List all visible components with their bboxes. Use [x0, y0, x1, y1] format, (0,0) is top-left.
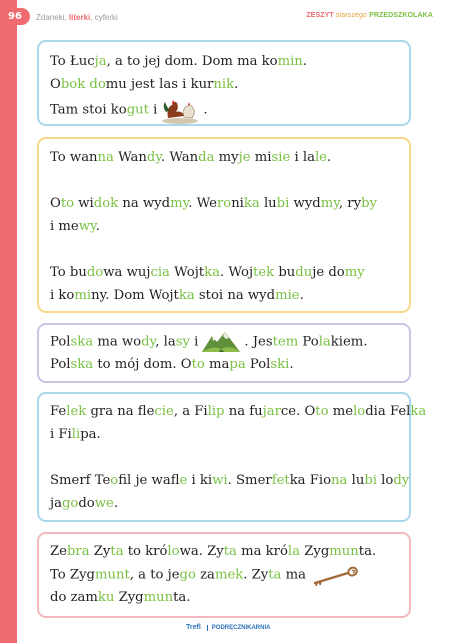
syllable-highlight: ro: [216, 196, 232, 211]
syllable-highlight: dy: [393, 473, 410, 488]
syllable-highlight: bi: [276, 196, 290, 211]
text-segment: i: [189, 334, 199, 350]
text-segment: To bu: [50, 265, 87, 280]
mountains-illustration: [201, 330, 241, 354]
syllable-highlight: ta: [268, 567, 282, 583]
text-segment: Smerf Te: [50, 473, 111, 488]
syllable-highlight: my: [344, 265, 365, 280]
header-book-title: ZESZYT starszego PRZEDSZKOLAKA: [306, 12, 433, 19]
text-segment: O: [50, 77, 61, 92]
syllable-highlight: ta: [110, 544, 124, 559]
syllable-highlight: my: [320, 196, 339, 211]
syllable-highlight: my: [170, 196, 189, 211]
syllable-highlight: go: [179, 567, 196, 583]
text-segment: ta.: [173, 590, 191, 605]
text-segment: ma: [204, 357, 230, 372]
syllable-highlight: do: [86, 265, 104, 280]
text-line: [50, 423, 398, 446]
text-segment: ja: [50, 496, 62, 511]
syllable-highlight: o: [110, 473, 119, 488]
syllable-highlight: du: [295, 265, 313, 280]
text-line: [50, 492, 398, 515]
text-segment: bu: [274, 265, 296, 280]
text-line: [50, 330, 398, 353]
text-segment: .: [113, 496, 119, 511]
text-segment: Fe: [50, 404, 67, 419]
syllable-highlight: go: [61, 496, 79, 511]
text-segment: i la: [290, 150, 315, 165]
text-segment: . We: [188, 196, 217, 211]
text-segment: wyd: [289, 196, 321, 211]
syllable-highlight: la: [318, 334, 331, 350]
syllable-highlight: munt: [94, 567, 130, 583]
syllable-highlight: le: [314, 150, 327, 165]
text-segment: .: [326, 150, 332, 165]
syllable-highlight: ku: [97, 590, 115, 605]
reading-box-lucja: [37, 40, 411, 126]
text-segment: my: [214, 150, 239, 165]
text-segment: fil je waf: [118, 473, 180, 488]
text-segment: Tam stoi ko: [50, 102, 127, 118]
reading-box-polska: [37, 323, 411, 383]
syllable-highlight: cia: [150, 265, 170, 280]
syllable-highlight: mek: [214, 567, 244, 583]
text-segment: To wan: [50, 150, 98, 165]
text-segment: ka Fio: [289, 473, 332, 488]
syllable-highlight: ski: [270, 357, 290, 372]
text-segment: Pol: [245, 357, 271, 372]
syllable-highlight: lek: [66, 404, 87, 419]
syllable-highlight: jar: [262, 404, 281, 419]
text-segment: za: [195, 567, 215, 583]
syllable-highlight: min: [277, 54, 303, 69]
text-segment: to kró: [123, 544, 168, 559]
syllable-highlight: na: [331, 473, 348, 488]
text-segment: , a to je: [129, 567, 180, 583]
text-segment: ma: [281, 567, 306, 583]
trefl-logo: Trefl: [186, 624, 201, 631]
syllable-highlight: ska: [70, 357, 94, 372]
text-segment: lo: [376, 473, 394, 488]
syllable-highlight: to: [60, 196, 75, 211]
text-line: [50, 73, 398, 96]
text-segment: , la: [155, 334, 176, 350]
text-segment: . Woj: [219, 265, 254, 280]
text-segment: To Łuc: [50, 54, 95, 69]
text-line: Tam stoi kogut i .: [50, 96, 398, 119]
syllable-highlight: ka: [178, 288, 195, 303]
text-segment: Wan: [113, 150, 147, 165]
text-segment: ma kró: [236, 544, 288, 559]
text-segment: Zyg: [114, 590, 144, 605]
text-segment: . Zy: [243, 567, 269, 583]
syllable-highlight: ta: [223, 544, 237, 559]
text-segment: mu jest las i kur: [105, 77, 214, 92]
syllable-highlight: cie: [154, 404, 174, 419]
syllable-highlight: ka: [410, 404, 427, 419]
syllable-highlight: mun: [143, 590, 174, 605]
text-segment: Zyg: [300, 544, 330, 559]
text-segment: , ry: [338, 196, 362, 211]
syllable-highlight: gut: [126, 102, 149, 118]
text-segment: i ki: [187, 473, 213, 488]
text-line: [50, 353, 398, 376]
syllable-highlight: wi: [212, 473, 228, 488]
syllable-highlight: bi: [364, 473, 377, 488]
text-segment: na fu: [224, 404, 263, 419]
text-line: [50, 261, 398, 284]
syllable-highlight: lip: [207, 404, 225, 419]
text-segment: , a to jej dom. Dom ma ko: [106, 54, 278, 69]
text-segment: Ze: [50, 544, 67, 559]
syllable-highlight: ka: [204, 265, 220, 280]
text-segment: do: [78, 496, 95, 511]
syllable-highlight: je: [238, 150, 251, 165]
syllable-highlight: mie: [275, 288, 300, 303]
text-segment: gra na fle: [86, 404, 155, 419]
text-segment: me: [328, 404, 354, 419]
reading-box-wanda: [37, 137, 411, 313]
syllable-highlight: la: [287, 544, 301, 559]
text-segment: Pol: [50, 334, 71, 350]
syllable-highlight: lo: [353, 404, 366, 419]
text-segment: kiem.: [330, 334, 368, 350]
syllable-highlight: wy: [78, 219, 96, 234]
syllable-highlight: na: [97, 150, 114, 165]
text-segment: .: [95, 219, 100, 234]
text-line: [50, 540, 398, 563]
text-segment: i: [148, 102, 158, 118]
header-series-title: Zdaneki, literki, cyferki: [36, 13, 118, 22]
syllable-highlight: mun: [329, 544, 359, 559]
syllable-highlight: to: [315, 404, 329, 419]
text-segment: Po: [298, 334, 319, 350]
syllable-highlight: sie: [271, 150, 291, 165]
text-segment: .: [302, 54, 307, 69]
text-segment: .: [299, 288, 304, 303]
text-segment: i ko: [50, 288, 75, 303]
text-segment: mi: [250, 150, 272, 165]
text-segment: . Smer: [227, 473, 272, 488]
text-line: [50, 469, 410, 492]
text-segment: stoi na wyd: [194, 288, 276, 303]
reading-box-zyta: [37, 532, 411, 618]
syllable-highlight: ska: [70, 334, 94, 350]
syllable-highlight: we: [94, 496, 114, 511]
text-segment: to mój dom. O: [93, 357, 192, 372]
syllable-highlight: da: [198, 150, 215, 165]
text-segment: lu: [259, 196, 277, 211]
text-segment: wi: [74, 196, 94, 211]
syllable-highlight: do: [89, 77, 106, 92]
text-line: [50, 563, 398, 586]
syllable-highlight: ja: [94, 54, 107, 69]
text-segment: lu: [347, 473, 365, 488]
reading-box-felek: [37, 392, 427, 522]
text-line: [50, 215, 398, 238]
text-segment: . Jes: [244, 334, 273, 350]
side-color-strip: [0, 0, 17, 643]
text-segment: ta.: [358, 544, 377, 559]
text-segment: .: [289, 357, 294, 372]
syllable-highlight: to: [191, 357, 205, 372]
text-segment: wa. Zy: [179, 544, 224, 559]
text-segment: Pol: [50, 357, 71, 372]
syllable-highlight: pa: [229, 357, 246, 372]
text-segment: ce. O: [280, 404, 316, 419]
text-segment: , a Fi: [173, 404, 208, 419]
key-illustration: [309, 563, 359, 587]
text-segment: ny. Dom Wojt: [91, 288, 179, 303]
text-segment: O: [50, 196, 61, 211]
text-segment: do zam: [50, 590, 98, 605]
syllable-highlight: dy: [146, 150, 162, 165]
text-segment: pa.: [80, 427, 101, 442]
syllable-highlight: by: [361, 196, 377, 211]
syllable-highlight: nik: [213, 77, 235, 92]
syllable-highlight: sy: [175, 334, 190, 350]
text-segment: na wyd: [118, 196, 171, 211]
text-segment: je do: [312, 265, 345, 280]
syllable-highlight: lo: [167, 544, 180, 559]
text-line: [50, 586, 398, 609]
syllable-highlight: tem: [272, 334, 299, 350]
podrecznikarnia-logo: PODRĘCZNIKARNIA: [207, 625, 271, 631]
text-segment: Zy: [89, 544, 111, 559]
text-segment: ma wo: [93, 334, 142, 350]
rooster-and-hen-illustration: [160, 96, 200, 124]
text-line: [50, 284, 398, 307]
syllable-highlight: mi: [74, 288, 92, 303]
text-segment: .: [234, 77, 239, 92]
text-segment: To Zyg: [50, 567, 95, 583]
syllable-highlight: dok: [93, 196, 119, 211]
text-segment: ni: [231, 196, 244, 211]
text-segment: i me: [50, 219, 79, 234]
syllable-highlight: bok: [60, 77, 86, 92]
text-line: [50, 400, 427, 423]
text-segment: dia Fel: [365, 404, 411, 419]
syllable-highlight: li: [71, 427, 81, 442]
text-segment: . Wan: [161, 150, 199, 165]
syllable-highlight: bra: [66, 544, 90, 559]
syllable-highlight: le: [179, 473, 188, 488]
syllable-highlight: ka: [243, 196, 260, 211]
syllable-highlight: dy: [141, 334, 156, 350]
text-segment: wa wuj: [103, 265, 151, 280]
syllable-highlight: tek: [253, 265, 275, 280]
syllable-highlight: fet: [271, 473, 290, 488]
text-segment: i Fi: [50, 427, 72, 442]
text-line: [50, 146, 398, 169]
page-number: 96: [0, 8, 30, 25]
publisher-footer: [186, 624, 270, 631]
text-segment: Wojt: [169, 265, 205, 280]
text-line: [50, 192, 398, 215]
text-line: [50, 50, 398, 73]
